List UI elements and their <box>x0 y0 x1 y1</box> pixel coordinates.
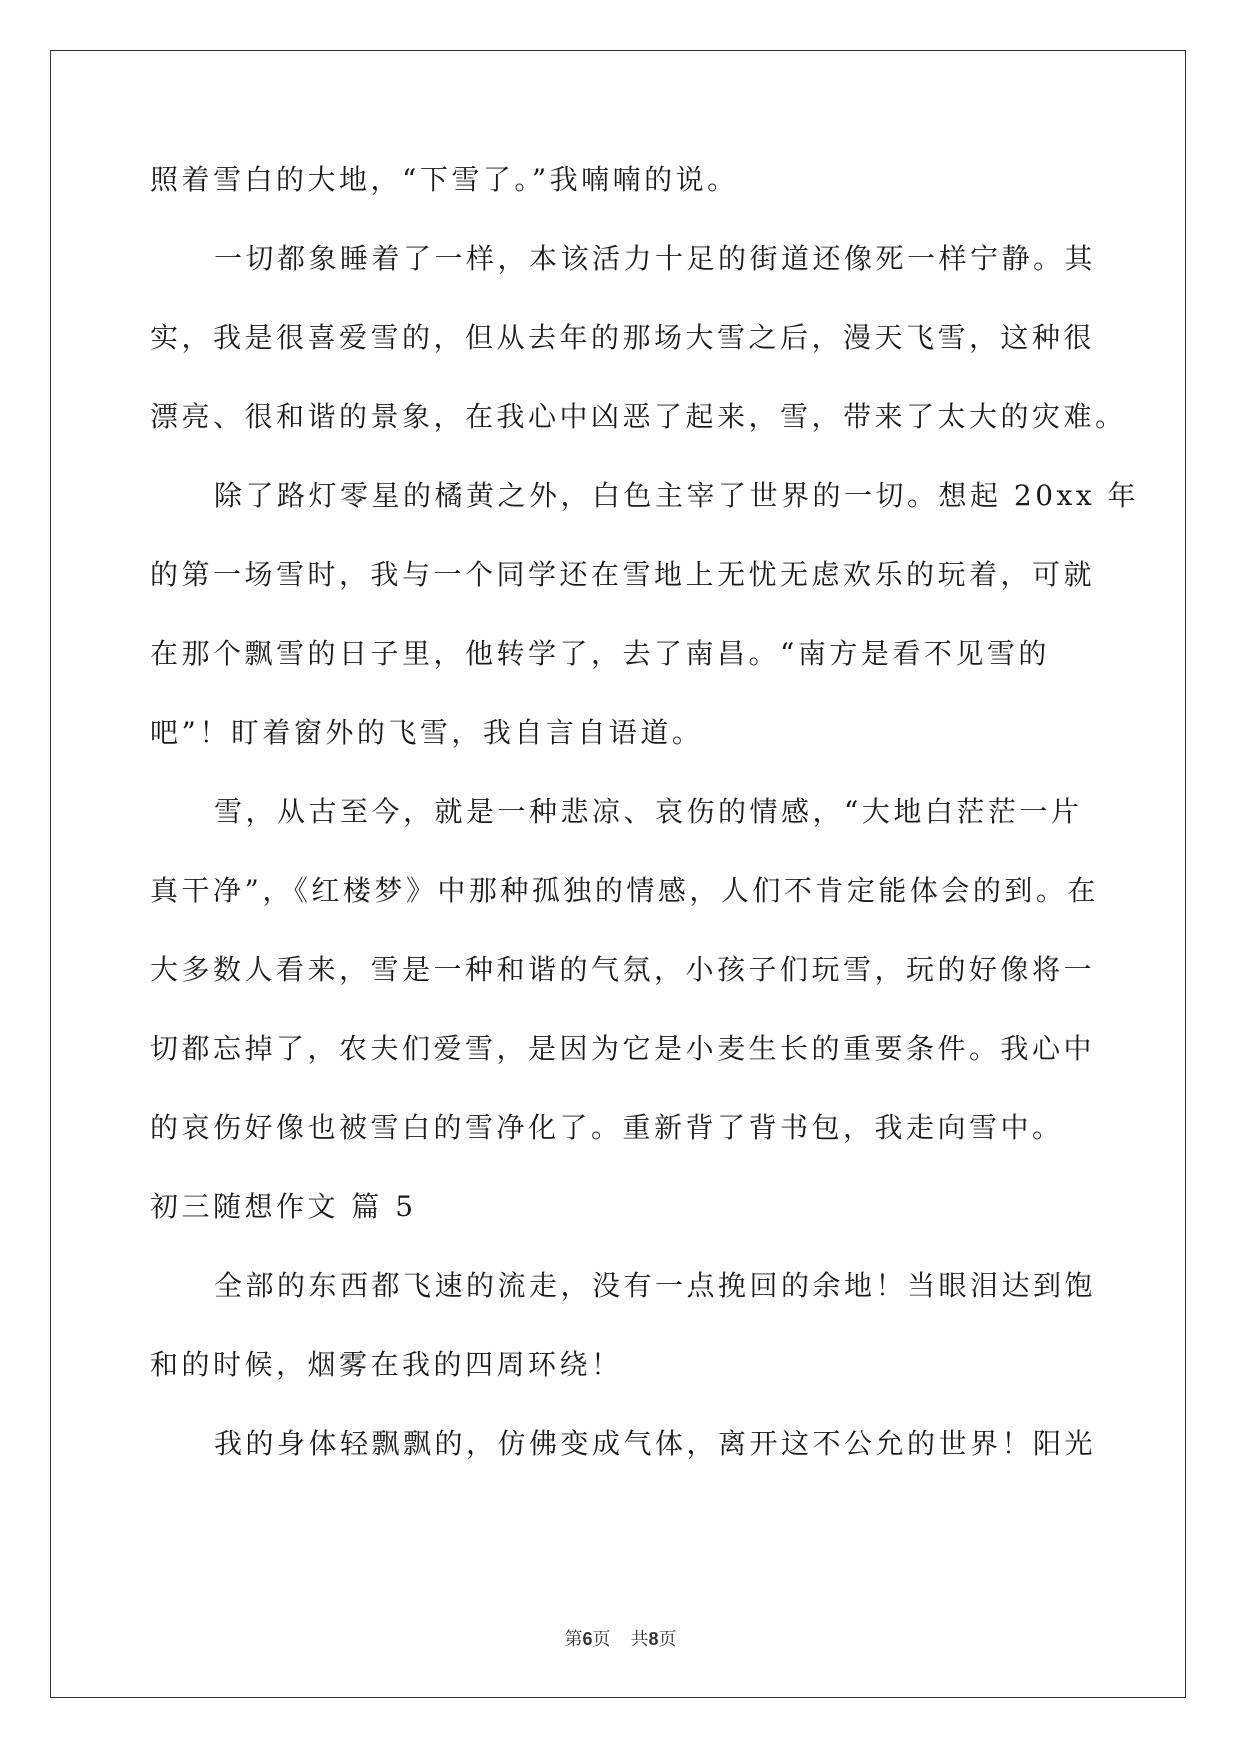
current-page-number: 6 <box>582 1629 593 1649</box>
document-body <box>150 160 1140 1503</box>
total-suffix: 页 <box>658 1629 677 1650</box>
paragraph-start: 全部的东西都飞速的流走，没有一点挽回的余地！当眼泪达到饱 <box>214 1269 1097 1302</box>
page-prefix: 第 <box>564 1629 583 1650</box>
text-line: 的哀伤好像也被雪白的雪净化了。重新背了背书包，我走向雪中。 <box>150 1111 1064 1144</box>
text-line: 实，我是很喜爱雪的，但从去年的那场大雪之后，漫天飞雪，这种很 <box>150 321 1096 354</box>
text-line: 真干净”，《红楼梦》中那种孤独的情感，人们不肯定能体会的到。在 <box>150 874 1099 907</box>
text-line: 的第一场雪时，我与一个同学还在雪地上无忧无虑欢乐的玩着，可就 <box>150 558 1096 591</box>
text-line: 切都忘掉了，农夫们爱雪，是因为它是小麦生长的重要条件。我心中 <box>150 1032 1096 1065</box>
total-page-number: 8 <box>648 1629 659 1649</box>
text-line: 漂亮、很和谐的景象，在我心中凶恶了起来，雪，带来了太大的灾难。 <box>150 400 1127 433</box>
paragraph-start: 我的身体轻飘飘的，仿佛变成气体，离开这不公允的世界！阳光 <box>214 1427 1097 1460</box>
text-line: 在那个飘雪的日子里，他转学了，去了南昌。“南方是看不见雪的 <box>150 637 1050 670</box>
text-line: 大多数人看来，雪是一种和谐的气氛，小孩子们玩雪，玩的好像将一 <box>150 953 1096 986</box>
paragraph-start: 除了路灯零星的橘黄之外，白色主宰了世界的一切。想起 20xx 年 <box>214 479 1140 512</box>
text-line: 照着雪白的大地，“下雪了。”我喃喃的说。 <box>150 163 739 196</box>
section-heading: 初三随想作文 篇 5 <box>150 1190 417 1223</box>
text-line: 和的时候，烟雾在我的四周环绕！ <box>150 1348 623 1381</box>
text-line: 吧”！盯着窗外的飞雪，我自言自语道。 <box>150 716 704 749</box>
page-suffix: 页 <box>592 1629 611 1650</box>
total-prefix: 共 <box>630 1629 649 1650</box>
paragraph-start: 一切都象睡着了一样，本该活力十足的街道还像死一样宁静。其 <box>214 242 1097 275</box>
page-footer <box>0 1625 1241 1651</box>
paragraph-start: 雪，从古至今，就是一种悲凉、哀伤的情感，“大地白茫茫一片 <box>214 795 1083 828</box>
